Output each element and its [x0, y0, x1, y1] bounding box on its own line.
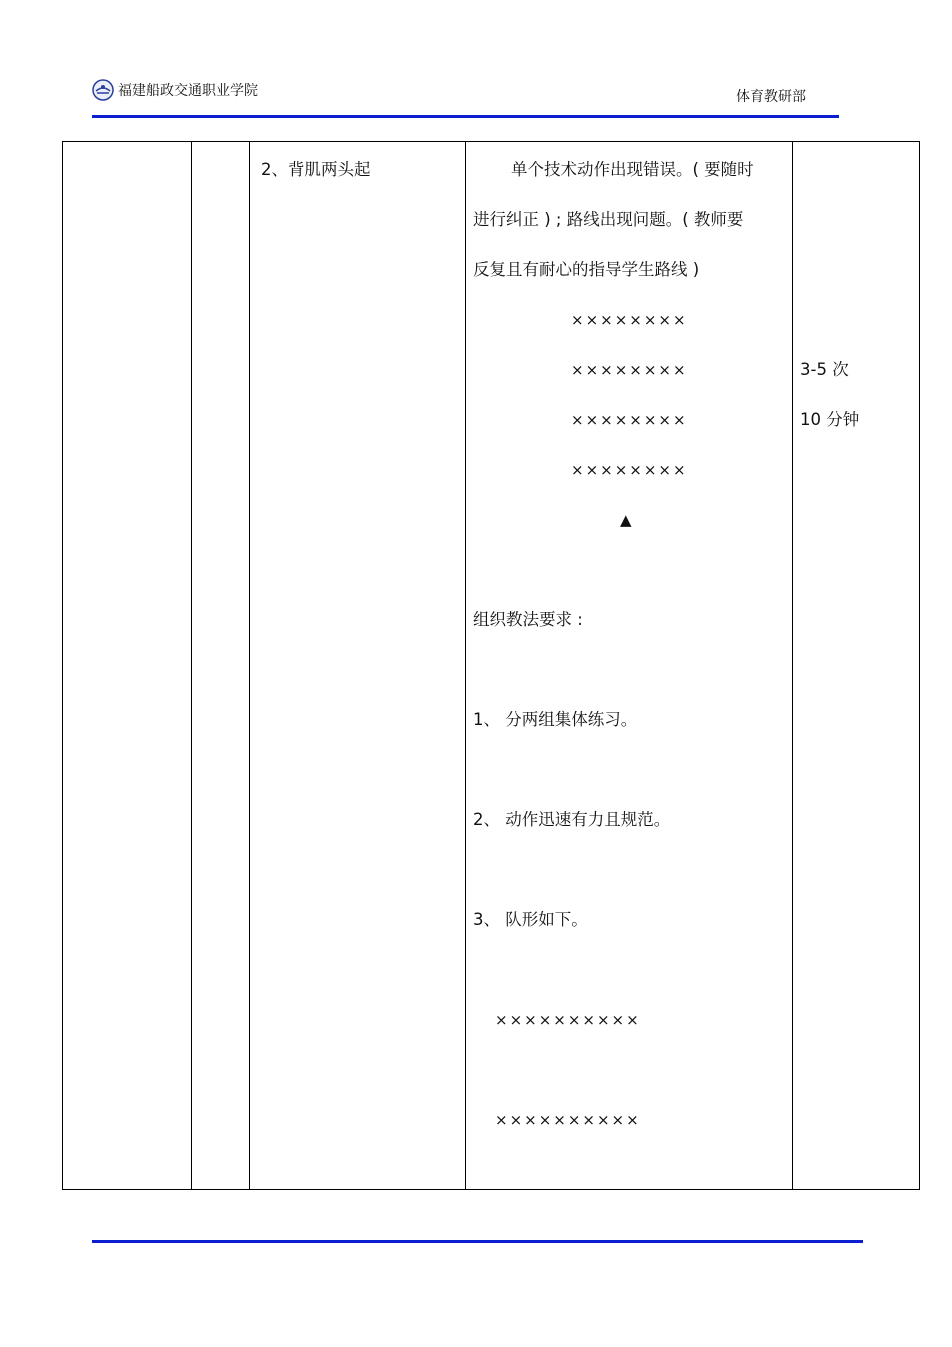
method-line: 单个技术动作出现错误。( 要随时 [511, 160, 754, 179]
requirement-item: 2、 动作迅速有力且规范。 [473, 810, 671, 829]
requirement-item: 3、 队形如下。 [473, 910, 588, 929]
formation-row: ×××××××× [571, 411, 688, 429]
school-logo-icon [92, 79, 114, 101]
formation-row: ×××××××× [571, 361, 688, 379]
lesson-plan-table [62, 141, 920, 1190]
column-divider [792, 142, 793, 1189]
column-divider [249, 142, 250, 1189]
formation-row: ×××××××××× [495, 1011, 641, 1029]
department-name: 体育教研部 [736, 89, 806, 105]
formation-row: ×××××××× [571, 311, 688, 329]
duration: 10 分钟 [800, 410, 860, 429]
footer-divider [92, 1240, 863, 1243]
method-line: 进行纠正 ) ; 路线出现问题。( 教师要 [473, 210, 744, 229]
formation-row: ×××××××× [571, 461, 688, 479]
method-line: 反复且有耐心的指导学生路线 ) [473, 260, 700, 279]
column-divider [465, 142, 466, 1189]
header-divider [92, 115, 839, 118]
repetitions: 3-5 次 [800, 360, 849, 379]
requirements-title: 组织教法要求 : [473, 610, 583, 629]
page-header-left [92, 76, 258, 104]
requirement-item: 1、 分两组集体练习。 [473, 710, 638, 729]
exercise-name: 2、背肌两头起 [261, 160, 371, 179]
formation-row: ×××××××××× [495, 1111, 641, 1129]
column-divider [191, 142, 192, 1189]
institution-name: 福建船政交通职业学院 [118, 83, 258, 99]
teacher-marker: ▲ [620, 511, 632, 529]
